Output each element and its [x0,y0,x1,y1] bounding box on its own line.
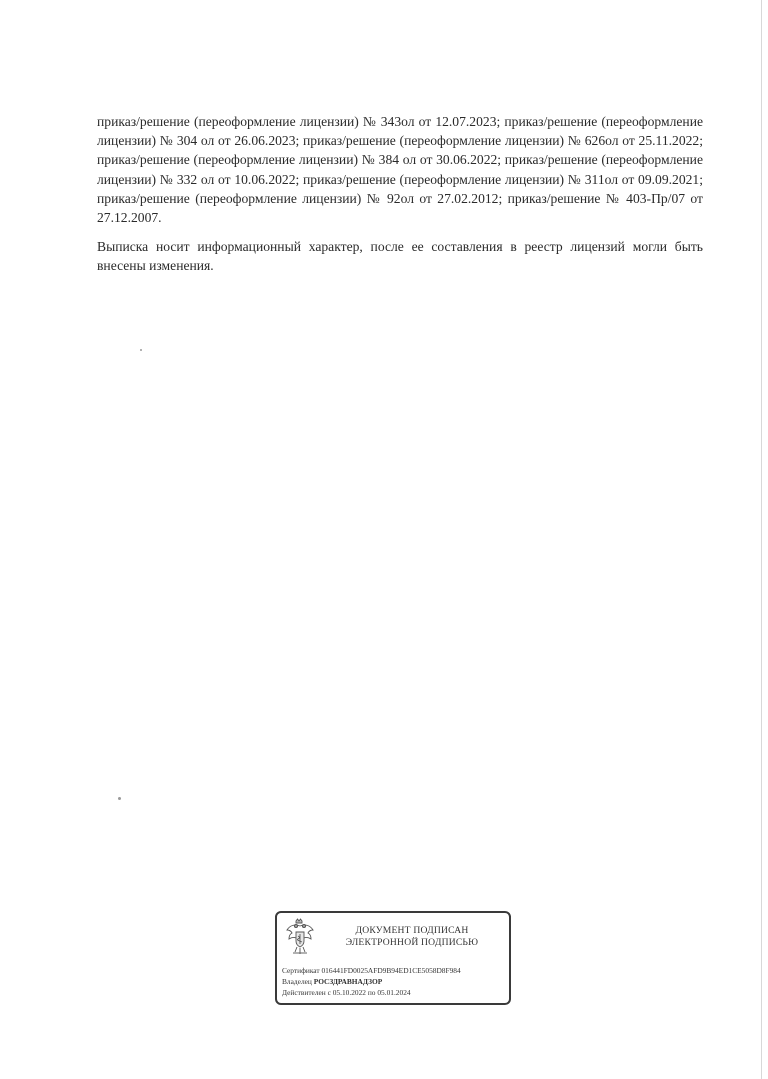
certificate-value: 016441FD0025AFD9B94ED1CE5058D8F984 [321,966,461,975]
scan-speck [118,797,121,800]
disclaimer-paragraph: Выписка носит информационный характер, после ее составления в реестр лицензий могли быть внесены изменения. [97,239,703,274]
electronic-signature-stamp [275,911,511,1005]
owner-label: Владелец [282,977,312,987]
license-orders-paragraph: приказ/решение (переоформление лицензии) № 343ол от 12.07.2023; приказ/решение (переоформление лицензии) № 304 ол от 26.06.2023; приказ/решение (переоформление лицензии) № 626ол от 25.11.2022; приказ/решение (переоформление лицензии) № 384 ол от 30.06.2022; приказ/решение (переоформление лицензии) № 332 ол от 10.06.2022; приказ/решение (переоформление лицензии) № 311ол от 09.09.2021; приказ/решение (переоформление лицензии) № 92ол от 27.02.2012; приказ/решение № 403-Пр/07 от 27.12.2007. [97,114,703,226]
stamp-details [282,965,505,999]
owner-value: РОСЗДРАВНАДЗОР [313,977,383,987]
certificate-line [282,965,505,976]
scan-edge [761,0,762,1079]
stamp-title-line-2: ЭЛЕКТРОННОЙ ПОДПИСЬЮ [345,937,479,948]
validity-line: Действителен с 05.10.2022 по 05.01.2024 [282,988,411,998]
scan-speck [140,349,142,351]
owner-line [282,976,505,987]
stamp-title [321,925,503,949]
stamp-title-line-1: ДОКУМЕНТ ПОДПИСАН [355,925,469,936]
coat-of-arms-emblem-icon [285,917,315,957]
certificate-label: Сертификат [282,966,320,975]
